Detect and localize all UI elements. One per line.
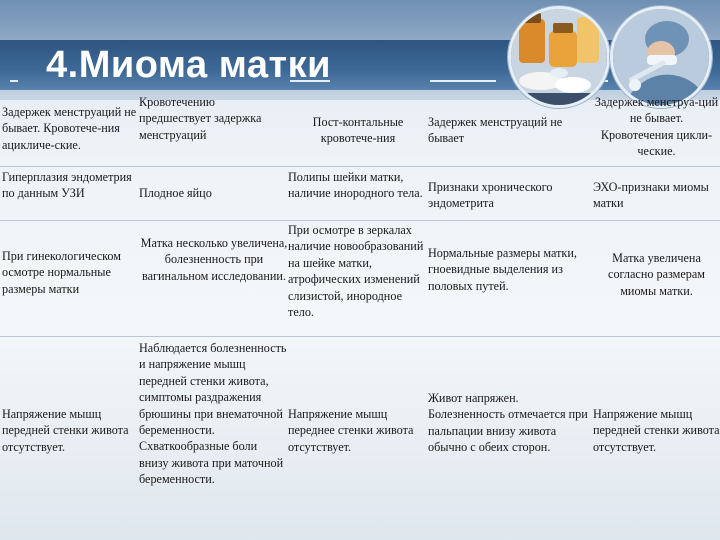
- decor-line: [10, 80, 18, 82]
- table-cell: Кровотечению предшествует задержка менструаций: [139, 95, 262, 142]
- row-divider: [0, 166, 720, 167]
- table-cell: При гинекологическом осмотре нормальные размеры матки: [2, 249, 121, 296]
- table-cell: Признаки хронического эндометрита: [428, 180, 553, 211]
- table-cell: Живот напряжен. Болезненность отмечается при пальпации внизу живота обычно с обеих сторон.: [428, 391, 588, 455]
- table-cell: Пост-контальные кровотече-ния: [312, 115, 404, 146]
- row-divider: [0, 336, 720, 337]
- table-cell: Полипы шейки матки, наличие инородного тела.: [288, 170, 423, 201]
- table-cell: Матка увеличена согласно размерам миомы матки.: [608, 251, 705, 298]
- table-cell: Нормальные размеры матки, гноевидные выделения из половых путей.: [428, 246, 577, 293]
- row-divider: [0, 220, 720, 221]
- medicine-bottles-photo: [508, 6, 610, 108]
- table-cell: При осмотре в зеркалах наличие новообразований на шейке матки, атрофических изменений слизистой, инородное тело.: [288, 223, 424, 320]
- decor-line: [430, 80, 496, 82]
- table-cell: ЭХО-признаки миомы матки: [593, 180, 709, 211]
- table-cell: Плодное яйцо: [139, 186, 212, 200]
- table-cell: Напряжение мышц передней стенки живота отсутствует.: [593, 407, 720, 454]
- table-cell: Задержек менструаций не бывает: [428, 115, 563, 146]
- table-cell: Наблюдается болезненность и напряжение мышц передней стенки живота, симптомы раздражения брюшины при внематочной беременности. Схваткообразные боли внизу живота при маточной беременности.: [139, 341, 287, 487]
- table-cell: Напряжение мышц передней стенки живота отсутствует.: [2, 407, 129, 454]
- table-cell: Задержек менструаций не бывает. Кровотече-ния ацикличе-ские.: [2, 105, 137, 152]
- table-cell: Задержек менструа-ций не бывает. Кровотечения цикли-ческие.: [594, 95, 719, 159]
- slide-title: 4.Миома матки: [46, 44, 331, 86]
- surgeon-photo: [610, 6, 712, 108]
- table-cell: Напряжение мышц переднее стенки живота отсутствует.: [288, 407, 414, 454]
- table-cell: Гиперплазия эндометрия по данным УЗИ: [2, 170, 132, 201]
- table-cell: Матка несколько увеличена, болезненность при вагинальном исследовании.: [140, 236, 288, 283]
